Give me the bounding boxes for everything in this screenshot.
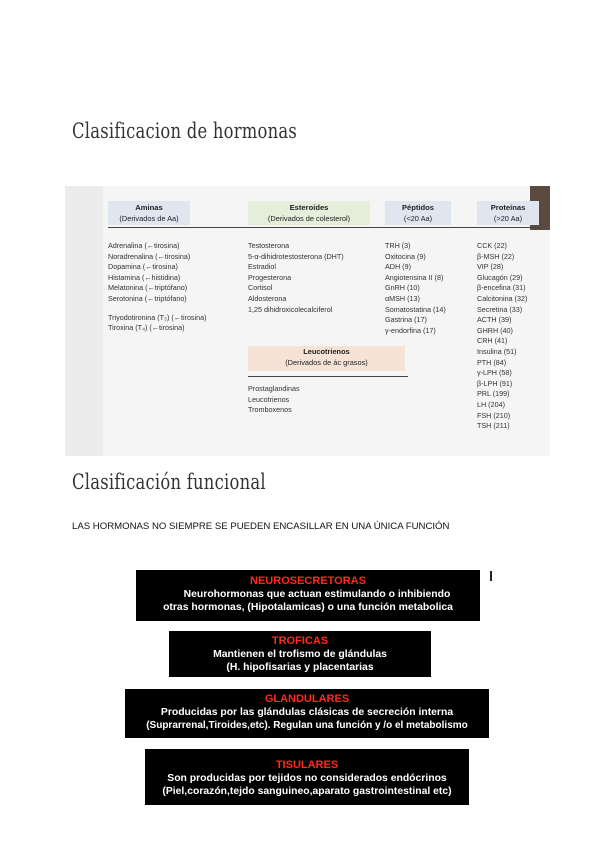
header-title: Proteínas <box>490 203 526 212</box>
list-item: CCK (22) <box>477 241 507 250</box>
list-item: Noradrenalina (←tirosina) <box>108 251 191 261</box>
list-item: Prostaglandinas <box>248 384 300 393</box>
list-item: 5-α-dihidrotestosterona (DHT) <box>248 251 344 261</box>
list-item: β-encefina (31) <box>477 283 526 293</box>
list-item: PTH (84) <box>477 357 507 367</box>
table-left-shade <box>65 186 103 456</box>
subgroup-divider <box>248 376 408 377</box>
box-line: Son producidas por tejidos no considerados endócrinos <box>167 773 447 784</box>
list-item: Histamina (←histidina) <box>108 272 181 282</box>
list-item: GnRH (10) <box>385 283 420 293</box>
box-line: otras hormonas, (Hipotalamicas) o una función metabolica <box>163 602 453 613</box>
list-item: γ-endorfina (17) <box>385 325 436 335</box>
list-item: Testosterona <box>248 241 290 250</box>
list-item: Insulina (51) <box>477 346 517 356</box>
box-line: (Piel,corazón,tejdo sanguineo,aparato gastrointestinal etc) <box>162 786 452 797</box>
box-neurosecretoras <box>136 570 480 621</box>
list-item <box>108 305 207 313</box>
box-line: Producidas por las glándulas clásicas de secreción interna <box>160 707 454 718</box>
hormone-classification-table <box>65 186 550 456</box>
box-glandulares <box>125 689 489 738</box>
list-item: TRH (3) <box>385 241 411 250</box>
box-title: TROFICAS <box>271 635 329 647</box>
header-proteinas <box>477 201 539 225</box>
header-divider <box>108 227 540 228</box>
list-item: αMSH (13) <box>385 293 420 303</box>
list-item: FSH (210) <box>477 410 511 420</box>
column-proteinas <box>477 241 527 432</box>
list-item: VIP (28) <box>477 262 504 272</box>
column-esteroides <box>248 241 344 315</box>
list-item: Secretina (33) <box>477 304 523 314</box>
list-item: γ-LPH (58) <box>477 368 512 378</box>
header-subtitle: (Derivados de ác grasos) <box>285 357 368 367</box>
box-troficas <box>169 631 431 677</box>
list-item: LH (204) <box>477 399 505 409</box>
list-item: 1,25 dihidroxicolecalciferol <box>248 304 333 314</box>
list-item: Dopamina (←tirosina) <box>108 262 178 272</box>
header-leucotrienos <box>248 346 405 371</box>
column-peptidos <box>385 241 446 336</box>
header-aminas <box>108 201 190 225</box>
list-item: ACTH (39) <box>477 315 512 325</box>
header-title: Leucotrienos <box>303 347 350 356</box>
header-subtitle: (>20 Aa) <box>493 214 523 223</box>
list-item: Adrenalina (←tirosina) <box>108 241 180 250</box>
box-line: (Suprarrenal,Tiroides,etc). Regulan una función y /o el metabolismo <box>146 720 468 731</box>
list-item: Tromboxenos <box>248 405 292 415</box>
box-line: Neurohormonas que actuan estimulando o inhibiendo <box>183 589 451 600</box>
cursor-mark <box>490 571 492 581</box>
header-title: Aminas <box>135 203 163 212</box>
header-subtitle: (Derivados de Aa) <box>119 214 179 223</box>
list-item: β-MSH (22) <box>477 251 515 261</box>
list-item: Aldosterona <box>248 293 287 303</box>
header-title: Esteroides <box>289 203 329 212</box>
list-item: Cortisol <box>248 283 273 293</box>
box-tisulares <box>145 749 469 805</box>
header-peptidos <box>385 201 451 225</box>
header-subtitle: (Derivados de colesterol) <box>267 214 351 223</box>
column-leucotrienos <box>248 384 300 416</box>
list-item: Oxitocina (9) <box>385 251 426 261</box>
header-subtitle: (<20 Aa) <box>403 214 433 223</box>
list-item: PRL (199) <box>477 389 510 399</box>
list-item: Triyodotironina (T₃) (←tirosina) <box>108 312 207 322</box>
intro-text: LAS HORMONAS NO SIEMPRE SE PUEDEN ENCASILLAR EN UNA ÚNICA FUNCIÓN <box>72 521 450 532</box>
list-item: Leucotrienos <box>248 394 290 404</box>
list-item: ADH (9) <box>385 262 411 272</box>
list-item: Serotonina (←triptófano) <box>108 293 187 303</box>
list-item: TSH (211) <box>477 421 510 431</box>
list-item: Angiotensina II (8) <box>385 272 444 282</box>
list-item: Calcitonina (32) <box>477 293 528 303</box>
column-aminas <box>108 241 207 334</box>
box-line: Mantienen el trofismo de glándulas <box>213 649 387 660</box>
list-item: Progesterona <box>248 272 292 282</box>
section-heading-clasificacion: Clasificacion de hormonas <box>72 119 298 143</box>
list-item: β-LPH (91) <box>477 378 513 388</box>
list-item: Gastrina (17) <box>385 315 427 325</box>
list-item: CRH (41) <box>477 336 508 346</box>
list-item: Melatonina (←triptófano) <box>108 283 188 293</box>
box-title: TISULARES <box>275 759 339 771</box>
section-heading-funcional: Clasificación funcional <box>72 470 266 494</box>
list-item: Somatostatina (14) <box>385 304 446 314</box>
box-title: NEUROSECRETORAS <box>250 575 366 587</box>
list-item: Tiroxina (T₄) (←tirosina) <box>108 323 185 333</box>
list-item: Glucagón (29) <box>477 272 523 282</box>
header-esteroides <box>248 201 370 225</box>
box-line: (H. hipofisarias y placentarias <box>226 662 374 673</box>
list-item: Estradiol <box>248 262 276 272</box>
box-title: GLANDULARES <box>264 693 350 705</box>
header-title: Péptidos <box>401 203 435 212</box>
list-item: GHRH (40) <box>477 325 513 335</box>
